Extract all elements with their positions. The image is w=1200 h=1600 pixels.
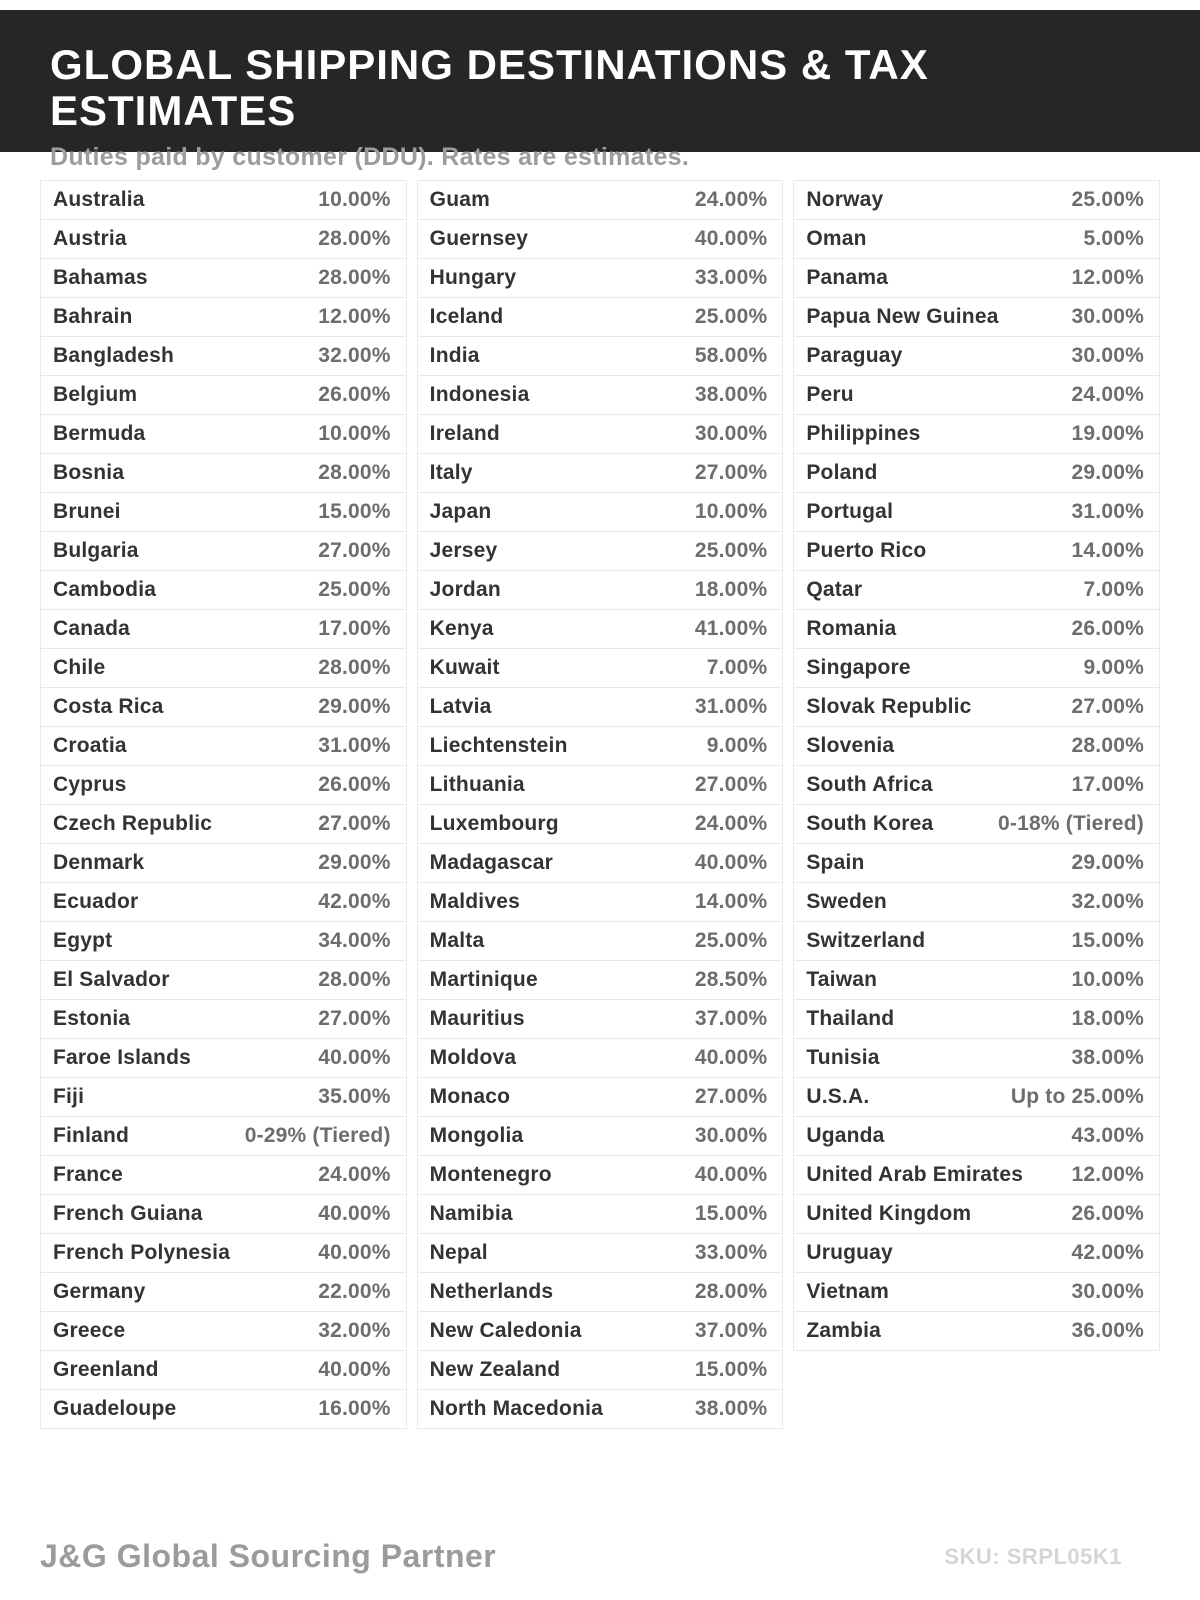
tax-rate: 10.00% (1071, 968, 1144, 991)
table-row (417, 1311, 784, 1351)
tax-rate: 12.00% (1071, 1163, 1144, 1186)
table-row (793, 531, 1160, 571)
table-row (40, 921, 407, 961)
country-name: Iceland (429, 305, 504, 328)
tax-rate: 28.00% (318, 266, 391, 289)
header-banner (0, 10, 1200, 172)
table-row (793, 765, 1160, 805)
tax-rate: 17.00% (1071, 773, 1144, 796)
tax-rate: 43.00% (1071, 1124, 1144, 1147)
tax-rate: 22.00% (318, 1280, 391, 1303)
country-name: Nepal (429, 1241, 488, 1264)
country-name: Madagascar (429, 851, 554, 874)
country-name: Montenegro (429, 1163, 552, 1186)
country-name: Mauritius (429, 1007, 525, 1030)
table-row (40, 1038, 407, 1078)
country-name: United Arab Emirates (806, 1163, 1024, 1186)
country-name: Canada (53, 617, 131, 640)
table-row (417, 1350, 784, 1390)
tax-rate: 28.50% (694, 968, 768, 991)
country-name: El Salvador (53, 968, 170, 991)
tax-rate: 34.00% (318, 929, 391, 952)
table-row (417, 999, 784, 1039)
table-row (417, 765, 784, 805)
tax-rate: 28.00% (318, 227, 391, 250)
country-name: Panama (806, 266, 889, 289)
tax-rate: 36.00% (1071, 1319, 1144, 1342)
country-name: Puerto Rico (806, 539, 927, 562)
table-row (40, 687, 407, 727)
country-name: Kuwait (429, 656, 500, 679)
table-row (417, 726, 784, 766)
table-row (40, 453, 407, 493)
country-name: Liechtenstein (429, 734, 568, 757)
tax-rate: 40.00% (694, 1046, 768, 1069)
tax-rate: 38.00% (1071, 1046, 1144, 1069)
table-row (793, 1038, 1160, 1078)
rates-column-1 (40, 180, 407, 1429)
table-row (793, 804, 1160, 844)
tax-rate: 31.00% (318, 734, 391, 757)
table-row (793, 648, 1160, 688)
table-row (40, 1233, 407, 1273)
table-row (40, 297, 407, 337)
table-row (793, 843, 1160, 883)
country-name: Brunei (53, 500, 121, 523)
tax-rate: 10.00% (318, 188, 391, 211)
table-row (417, 843, 784, 883)
tax-rate: 0-18% (Tiered) (998, 812, 1144, 835)
country-name: Taiwan (806, 968, 878, 991)
sku-label: SKU: SRPL05K1 (944, 1544, 1122, 1569)
country-name: Paraguay (806, 344, 903, 367)
tax-rate: 29.00% (1071, 461, 1144, 484)
country-name: Jordan (429, 578, 501, 601)
table-row (40, 1155, 407, 1195)
country-name: Faroe Islands (53, 1046, 191, 1069)
tax-rate: 16.00% (318, 1397, 391, 1420)
country-name: Switzerland (806, 929, 926, 952)
tax-rate: 9.00% (1083, 656, 1144, 679)
tax-rate: 40.00% (318, 1046, 391, 1069)
country-name: Spain (806, 851, 865, 874)
brand-name: J&G Global Sourcing Partner (40, 1538, 497, 1574)
table-row (40, 1077, 407, 1117)
tax-rate: 26.00% (318, 383, 391, 406)
table-row (793, 375, 1160, 415)
rates-table (40, 180, 1160, 1429)
tax-rate: 42.00% (1071, 1241, 1144, 1264)
table-row (793, 960, 1160, 1000)
table-row (417, 1233, 784, 1273)
table-row (417, 258, 784, 298)
country-name: Cyprus (53, 773, 127, 796)
table-row (793, 687, 1160, 727)
country-name: Malta (429, 929, 485, 952)
country-name: Guam (429, 188, 490, 211)
country-name: Maldives (429, 890, 520, 913)
country-name: Ecuador (53, 890, 139, 913)
page-subtitle: Duties paid by customer (DDU). Rates are estimates. (50, 143, 690, 172)
table-row (417, 921, 784, 961)
country-name: Peru (806, 383, 854, 406)
table-row (793, 258, 1160, 298)
table-row (40, 531, 407, 571)
table-row (793, 492, 1160, 532)
tax-rate: 40.00% (694, 227, 768, 250)
tax-rate: 9.00% (706, 734, 768, 757)
tax-rate: 5.00% (1083, 227, 1144, 250)
table-row (40, 648, 407, 688)
table-row (793, 1155, 1160, 1195)
table-row (40, 726, 407, 766)
table-row (793, 336, 1160, 376)
country-name: Greece (53, 1319, 126, 1342)
country-name: Belgium (53, 383, 138, 406)
country-name: Bangladesh (53, 344, 175, 367)
country-name: Germany (53, 1280, 146, 1303)
tax-rate: 40.00% (318, 1241, 391, 1264)
tax-rate: 24.00% (318, 1163, 391, 1186)
tax-rate: 27.00% (694, 461, 768, 484)
tax-rate: 15.00% (1071, 929, 1144, 952)
tax-rate: 40.00% (318, 1202, 391, 1225)
table-row (40, 180, 407, 220)
tax-rate: 40.00% (318, 1358, 391, 1381)
country-name: Monaco (429, 1085, 511, 1108)
country-name: Costa Rica (53, 695, 164, 718)
tax-rate: 18.00% (1071, 1007, 1144, 1030)
tax-rate: Up to 25.00% (1010, 1085, 1144, 1108)
table-row (417, 804, 784, 844)
country-name: Uganda (806, 1124, 885, 1147)
country-name: Chile (53, 656, 106, 679)
country-name: Mongolia (429, 1124, 524, 1147)
table-row (417, 375, 784, 415)
table-row (417, 336, 784, 376)
tax-rate: 29.00% (1071, 851, 1144, 874)
tax-rate: 35.00% (318, 1085, 391, 1108)
table-row (40, 1194, 407, 1234)
tax-rate: 14.00% (1071, 539, 1144, 562)
tax-rate: 27.00% (694, 1085, 768, 1108)
country-name: Latvia (429, 695, 492, 718)
country-name: Croatia (53, 734, 127, 757)
country-name: Oman (806, 227, 867, 250)
tax-rate: 26.00% (1071, 617, 1144, 640)
tax-rate: 38.00% (694, 383, 768, 406)
country-name: South Africa (806, 773, 933, 796)
tax-rate: 29.00% (318, 851, 391, 874)
rates-column-3 (793, 180, 1160, 1351)
tax-rate: 30.00% (694, 1124, 768, 1147)
tax-rate: 26.00% (1071, 1202, 1144, 1225)
table-row (40, 1272, 407, 1312)
table-row (417, 882, 784, 922)
country-name: Luxembourg (429, 812, 559, 835)
tax-rate: 40.00% (694, 851, 768, 874)
country-name: Tunisia (806, 1046, 880, 1069)
country-name: Lithuania (429, 773, 525, 796)
tax-rate: 27.00% (318, 539, 391, 562)
table-row (417, 1116, 784, 1156)
tax-rate: 25.00% (694, 539, 768, 562)
table-row (793, 921, 1160, 961)
tax-rate: 41.00% (694, 617, 768, 640)
table-row (40, 336, 407, 376)
country-name: Indonesia (429, 383, 530, 406)
country-name: Romania (806, 617, 897, 640)
country-name: Australia (53, 188, 145, 211)
table-row (793, 297, 1160, 337)
country-name: France (53, 1163, 124, 1186)
country-name: Austria (53, 227, 127, 250)
table-row (793, 1272, 1160, 1312)
table-row (417, 687, 784, 727)
table-row (40, 375, 407, 415)
country-name: Bahrain (53, 305, 133, 328)
country-name: Zambia (806, 1319, 882, 1342)
country-name: Namibia (429, 1202, 513, 1225)
table-row (793, 1194, 1160, 1234)
table-row (40, 258, 407, 298)
tax-rate: 58.00% (694, 344, 768, 367)
tax-rate: 28.00% (1071, 734, 1144, 757)
country-name: Hungary (429, 266, 517, 289)
country-name: Japan (429, 500, 492, 523)
table-row (793, 1077, 1160, 1117)
tax-rate: 25.00% (694, 929, 768, 952)
country-name: Singapore (806, 656, 911, 679)
tax-rate: 32.00% (1071, 890, 1144, 913)
country-name: Guernsey (429, 227, 529, 250)
table-row (417, 219, 784, 259)
table-row (793, 570, 1160, 610)
tax-rate: 37.00% (694, 1007, 768, 1030)
tax-rate: 27.00% (318, 812, 391, 835)
tax-rate: 25.00% (318, 578, 391, 601)
tax-rate: 17.00% (318, 617, 391, 640)
tax-rate: 37.00% (694, 1319, 768, 1342)
country-name: Papua New Guinea (806, 305, 999, 328)
country-name: Guadeloupe (53, 1397, 177, 1420)
table-row (417, 180, 784, 220)
table-row (40, 492, 407, 532)
tax-rate: 19.00% (1071, 422, 1144, 445)
tax-rate: 18.00% (694, 578, 768, 601)
table-row (40, 804, 407, 844)
country-name: Portugal (806, 500, 894, 523)
tax-rate: 12.00% (1071, 266, 1144, 289)
rates-column-2 (417, 180, 784, 1429)
country-name: New Zealand (429, 1358, 561, 1381)
tax-rate: 26.00% (318, 773, 391, 796)
table-row (417, 570, 784, 610)
table-row (40, 414, 407, 454)
country-name: North Macedonia (429, 1397, 604, 1420)
tax-rate: 33.00% (694, 1241, 768, 1264)
tax-rate: 31.00% (694, 695, 768, 718)
tax-rate: 33.00% (694, 266, 768, 289)
table-row (793, 999, 1160, 1039)
table-row (40, 882, 407, 922)
table-row (40, 765, 407, 805)
tax-rate: 30.00% (694, 422, 768, 445)
table-row (417, 1038, 784, 1078)
table-row (40, 1116, 407, 1156)
tax-rate: 42.00% (318, 890, 391, 913)
country-name: Bosnia (53, 461, 125, 484)
country-name: French Guiana (53, 1202, 203, 1225)
tax-rate: 28.00% (318, 656, 391, 679)
page-title: GLOBAL SHIPPING DESTINATIONS & TAX ESTIMATES (50, 41, 929, 135)
tax-rate: 27.00% (318, 1007, 391, 1030)
country-name: Uruguay (806, 1241, 893, 1264)
table-row (793, 882, 1160, 922)
table-row (793, 219, 1160, 259)
table-row (417, 960, 784, 1000)
country-name: Slovak Republic (806, 695, 972, 718)
table-row (417, 531, 784, 571)
table-row (793, 726, 1160, 766)
country-name: U.S.A. (806, 1085, 870, 1108)
table-row (793, 609, 1160, 649)
tax-rate: 27.00% (694, 773, 768, 796)
country-name: Vietnam (806, 1280, 890, 1303)
tax-rate: 30.00% (1071, 1280, 1144, 1303)
tax-rate: 15.00% (694, 1202, 768, 1225)
tax-rate: 27.00% (1071, 695, 1144, 718)
table-row (793, 180, 1160, 220)
table-row (417, 609, 784, 649)
tax-rate: 15.00% (318, 500, 391, 523)
country-name: Moldova (429, 1046, 517, 1069)
table-row (417, 648, 784, 688)
country-name: Denmark (53, 851, 145, 874)
country-name: Sweden (806, 890, 887, 913)
country-name: South Korea (806, 812, 934, 835)
table-row (417, 492, 784, 532)
table-row (417, 414, 784, 454)
country-name: Finland (53, 1124, 130, 1147)
table-row (793, 453, 1160, 493)
country-name: Egypt (53, 929, 113, 952)
tax-rate: 24.00% (694, 188, 768, 211)
country-name: Netherlands (429, 1280, 554, 1303)
tax-rate: 40.00% (694, 1163, 768, 1186)
country-name: Kenya (429, 617, 494, 640)
tax-rate: 24.00% (694, 812, 768, 835)
table-row (40, 960, 407, 1000)
table-row (40, 1350, 407, 1390)
table-row (793, 1116, 1160, 1156)
table-row (793, 1311, 1160, 1351)
tax-rate: 28.00% (318, 461, 391, 484)
table-row (417, 1389, 784, 1429)
country-name: Czech Republic (53, 812, 213, 835)
tax-rate: 25.00% (694, 305, 768, 328)
country-name: Martinique (429, 968, 538, 991)
table-row (40, 570, 407, 610)
tax-rate: 7.00% (1083, 578, 1144, 601)
table-row (417, 1077, 784, 1117)
tax-rate: 29.00% (318, 695, 391, 718)
table-row (793, 414, 1160, 454)
tax-rate: 10.00% (318, 422, 391, 445)
tax-rate: 25.00% (1071, 188, 1144, 211)
country-name: French Polynesia (53, 1241, 231, 1264)
table-row (40, 1389, 407, 1429)
table-row (417, 453, 784, 493)
country-name: New Caledonia (429, 1319, 582, 1342)
tax-rate: 32.00% (318, 1319, 391, 1342)
tax-rate: 28.00% (318, 968, 391, 991)
country-name: Thailand (806, 1007, 895, 1030)
table-row (40, 1311, 407, 1351)
table-row (40, 609, 407, 649)
country-name: Italy (429, 461, 473, 484)
tax-rate: 0-29% (Tiered) (244, 1124, 391, 1147)
country-name: Jersey (429, 539, 498, 562)
table-row (417, 1272, 784, 1312)
tax-rate: 28.00% (694, 1280, 768, 1303)
tax-rate: 38.00% (694, 1397, 768, 1420)
tax-rate: 30.00% (1071, 305, 1144, 328)
country-name: Fiji (53, 1085, 85, 1108)
tax-rate: 24.00% (1071, 383, 1144, 406)
table-row (40, 219, 407, 259)
country-name: Qatar (806, 578, 863, 601)
table-row (793, 1233, 1160, 1273)
country-name: Philippines (806, 422, 921, 445)
country-name: Ireland (429, 422, 500, 445)
country-name: Bulgaria (53, 539, 139, 562)
country-name: United Kingdom (806, 1202, 972, 1225)
tax-rate: 12.00% (318, 305, 391, 328)
country-name: Poland (806, 461, 878, 484)
country-name: Slovenia (806, 734, 895, 757)
tax-rate: 31.00% (1071, 500, 1144, 523)
country-name: Cambodia (53, 578, 157, 601)
country-name: Bermuda (53, 422, 146, 445)
country-name: Estonia (53, 1007, 131, 1030)
table-row (417, 1194, 784, 1234)
tax-rate: 15.00% (694, 1358, 768, 1381)
table-row (40, 843, 407, 883)
tax-rate: 30.00% (1071, 344, 1144, 367)
tax-rate: 10.00% (694, 500, 768, 523)
country-name: Norway (806, 188, 884, 211)
table-row (417, 297, 784, 337)
tax-rate: 14.00% (694, 890, 768, 913)
country-name: Bahamas (53, 266, 148, 289)
country-name: India (429, 344, 480, 367)
table-row (40, 999, 407, 1039)
tax-rate: 7.00% (706, 656, 768, 679)
country-name: Greenland (53, 1358, 159, 1381)
tax-rate: 32.00% (318, 344, 391, 367)
table-row (417, 1155, 784, 1195)
